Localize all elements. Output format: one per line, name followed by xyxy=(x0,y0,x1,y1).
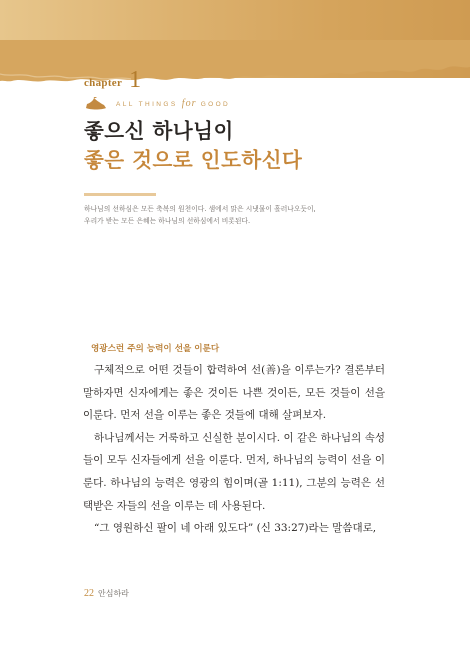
chapter-summary xyxy=(84,203,384,227)
summary-line-2: 우리가 받는 모든 은혜는 하나님의 선하심에서 비롯된다. xyxy=(84,217,251,225)
lamp-icon xyxy=(84,97,108,110)
chapter-title-line-1: 좋으신 하나님이 xyxy=(84,119,234,143)
section-heading: 영광스런 주의 능력이 선을 이룬다 xyxy=(91,344,220,354)
chapter-word: chapter xyxy=(84,77,123,89)
motif-script: for xyxy=(181,98,197,109)
motif-caption xyxy=(116,98,230,109)
body-paragraph-2: 하나님께서는 거룩하고 신실한 분이시다. 이 같은 하나님의 속성들이 모두 신자들에게 선을 이룬다. 먼저, 하나님의 능력이 선을 이룬다. 하나님의 능력은 영광의 힘이며(골 1:11), 그분의 능력은 선택받은 자들의 선을 이루는 데 사용된다. xyxy=(83,431,385,512)
body-text xyxy=(83,359,385,540)
body-paragraph-3: “그 영원하신 팔이 네 아래 있도다” (신 33:27)라는 말씀대로, xyxy=(94,522,377,535)
chapter-label xyxy=(84,66,141,92)
chapter-title-line-2: 좋은 것으로 인도하신다 xyxy=(84,148,303,172)
motif-caps: ALL THINGS xyxy=(116,101,178,108)
summary-line-1: 하나님의 선하심은 모든 축복의 원천이다. 샘에서 맑은 시냇물이 흘러나오듯이, xyxy=(84,205,316,213)
page-footer xyxy=(84,588,129,599)
page-number: 22 xyxy=(84,588,94,599)
motif-tail: GOOD xyxy=(200,101,231,108)
body-paragraph-1: 구체적으로 어떤 것들이 합력하여 선(善)을 이루는가? 결론부터 말하자면 신자에게는 좋은 것이든 나쁜 것이든, 모든 것들이 선을 이룬다. 먼저 선을 이루는 좋은 것들에 대해 살펴보자. xyxy=(83,364,385,422)
chapter-number: 1 xyxy=(129,67,142,93)
chapter-motif xyxy=(84,97,230,110)
banner-torn-edge xyxy=(0,40,470,100)
book-title: 안심하라 xyxy=(98,589,129,598)
title-divider xyxy=(84,193,156,196)
